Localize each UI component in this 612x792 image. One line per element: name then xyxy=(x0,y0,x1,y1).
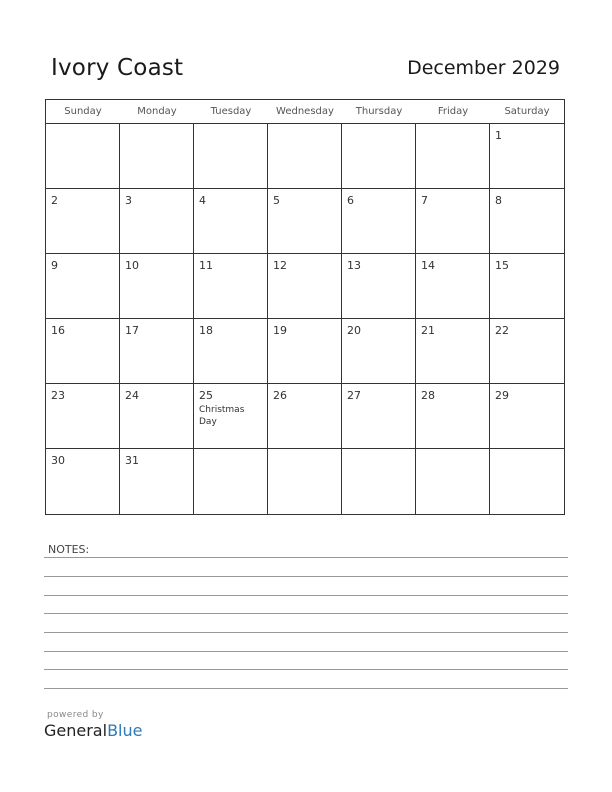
day-cell xyxy=(46,449,120,514)
day-cell xyxy=(194,319,268,384)
weekday-header: Saturday xyxy=(490,100,564,124)
country-title: Ivory Coast xyxy=(51,55,184,81)
note-line xyxy=(44,576,568,577)
day-cell xyxy=(120,384,194,449)
day-number: 2 xyxy=(51,194,58,207)
day-cell xyxy=(490,384,564,449)
day-number: 15 xyxy=(495,259,509,272)
day-cell xyxy=(342,254,416,319)
day-cell xyxy=(194,254,268,319)
day-number: 24 xyxy=(125,389,139,402)
day-number: 18 xyxy=(199,324,213,337)
day-cell xyxy=(46,124,120,189)
day-cell xyxy=(416,384,490,449)
day-number: 14 xyxy=(421,259,435,272)
day-number: 29 xyxy=(495,389,509,402)
day-number: 23 xyxy=(51,389,65,402)
day-cell xyxy=(120,124,194,189)
day-cell xyxy=(268,384,342,449)
day-cell xyxy=(490,124,564,189)
weekday-header: Sunday xyxy=(46,100,120,124)
logo-general-text: General xyxy=(44,721,108,740)
note-line xyxy=(44,632,568,633)
day-number: 30 xyxy=(51,454,65,467)
day-number: 10 xyxy=(125,259,139,272)
day-cell xyxy=(268,319,342,384)
day-number: 26 xyxy=(273,389,287,402)
day-cell xyxy=(342,449,416,514)
day-cell xyxy=(268,189,342,254)
day-number: 12 xyxy=(273,259,287,272)
day-number: 27 xyxy=(347,389,361,402)
day-number: 9 xyxy=(51,259,58,272)
day-number: 28 xyxy=(421,389,435,402)
day-cell xyxy=(194,384,268,449)
day-cell xyxy=(268,449,342,514)
day-number: 4 xyxy=(199,194,206,207)
day-cell xyxy=(490,449,564,514)
day-number: 11 xyxy=(199,259,213,272)
day-number: 19 xyxy=(273,324,287,337)
note-line xyxy=(44,669,568,670)
day-cell xyxy=(416,319,490,384)
day-cell xyxy=(46,384,120,449)
note-line xyxy=(44,613,568,614)
month-title: December 2029 xyxy=(407,57,560,79)
day-number: 7 xyxy=(421,194,428,207)
weekday-header: Tuesday xyxy=(194,100,268,124)
day-number: 25 xyxy=(199,389,213,402)
day-number: 3 xyxy=(125,194,132,207)
day-cell xyxy=(120,254,194,319)
note-line xyxy=(44,651,568,652)
day-number: 13 xyxy=(347,259,361,272)
weekday-header: Thursday xyxy=(342,100,416,124)
powered-by-label: powered by xyxy=(47,710,104,720)
day-cell xyxy=(342,319,416,384)
day-number: 31 xyxy=(125,454,139,467)
day-cell xyxy=(416,449,490,514)
weekday-header: Friday xyxy=(416,100,490,124)
day-cell xyxy=(120,449,194,514)
day-cell xyxy=(490,254,564,319)
day-number: 22 xyxy=(495,324,509,337)
day-number: 1 xyxy=(495,129,502,142)
note-line xyxy=(44,595,568,596)
day-cell xyxy=(120,319,194,384)
calendar-grid xyxy=(45,99,565,515)
day-cell xyxy=(342,384,416,449)
day-number: 6 xyxy=(347,194,354,207)
day-number: 5 xyxy=(273,194,280,207)
note-line xyxy=(44,557,568,558)
generalblue-logo xyxy=(44,721,142,740)
day-number: 8 xyxy=(495,194,502,207)
note-line xyxy=(44,688,568,689)
day-cell xyxy=(342,189,416,254)
day-cell xyxy=(268,254,342,319)
day-number: 16 xyxy=(51,324,65,337)
day-cell xyxy=(194,189,268,254)
weekday-header: Monday xyxy=(120,100,194,124)
day-cell xyxy=(194,124,268,189)
holiday-label: Christmas Day xyxy=(199,405,245,427)
day-cell xyxy=(268,124,342,189)
day-number: 21 xyxy=(421,324,435,337)
day-cell xyxy=(46,254,120,319)
day-cell xyxy=(46,319,120,384)
day-cell xyxy=(120,189,194,254)
notes-label: NOTES: xyxy=(48,543,90,556)
day-cell xyxy=(416,189,490,254)
day-number: 17 xyxy=(125,324,139,337)
day-number: 20 xyxy=(347,324,361,337)
logo-blue-text: Blue xyxy=(107,721,143,740)
day-cell xyxy=(490,319,564,384)
day-cell xyxy=(194,449,268,514)
day-cell xyxy=(342,124,416,189)
day-cell xyxy=(416,254,490,319)
day-cell xyxy=(490,189,564,254)
weekday-header: Wednesday xyxy=(268,100,342,124)
day-cell xyxy=(416,124,490,189)
day-cell xyxy=(46,189,120,254)
